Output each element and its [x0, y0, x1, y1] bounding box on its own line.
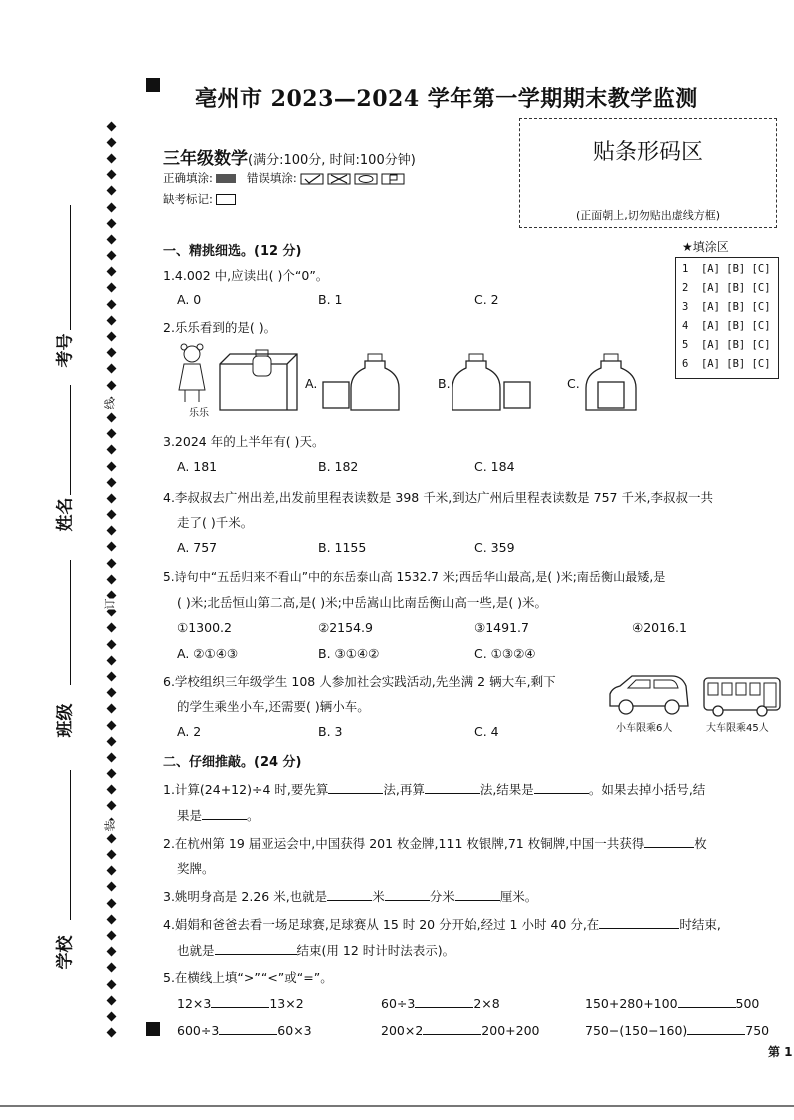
compare-left: 200×2 — [381, 1023, 424, 1038]
binding-diamond — [106, 477, 116, 487]
q2-4-line1 — [163, 915, 721, 933]
fill-row-number: 1 — [682, 263, 689, 275]
q2-2-line2: 奖牌。 — [177, 861, 215, 876]
q1-5-option-c: C. ①③②④ — [474, 646, 536, 661]
binding-diamond — [106, 898, 116, 908]
q2-5-compare-2 — [381, 995, 500, 1011]
q1-3-text: 3.2024 年的上半年有( )天。 — [163, 434, 325, 449]
compare-blank[interactable] — [687, 1022, 745, 1035]
q2-2-line1 — [163, 834, 707, 852]
barcode-note: (正面朝上,切勿贴出虚线方框) — [575, 209, 721, 222]
cut-label-line: 线 — [103, 398, 117, 410]
barcode-area[interactable] — [519, 118, 777, 228]
q1-3-option-c: C. 184 — [474, 459, 515, 474]
fill-row-options[interactable]: [A] [B] [C] — [700, 339, 771, 351]
fill-row-options[interactable]: [A] [B] [C] — [700, 282, 771, 294]
q1-4-option-a: A. 757 — [177, 540, 218, 555]
binding-diamond — [106, 315, 116, 325]
correct-fill-label: 正确填涂: — [163, 171, 213, 185]
binding-diamond — [106, 526, 116, 536]
fill-instructions — [163, 170, 410, 186]
binding-diamond — [106, 914, 116, 924]
compare-right: 60×3 — [277, 1023, 312, 1038]
binding-diamond — [106, 801, 116, 811]
absent-mark-box[interactable] — [216, 194, 236, 205]
binding-diamond — [106, 769, 116, 779]
q2-4-part2: 时结束, — [679, 917, 721, 932]
q1-5-value-1: ①1300.2 — [177, 620, 232, 635]
binding-diamond — [106, 493, 116, 503]
q2-1-blank3[interactable] — [534, 781, 589, 794]
q2-1-blank2[interactable] — [425, 781, 480, 794]
q1-1-option-b: B. 1 — [318, 292, 343, 307]
q1-5-line2: ( )米;北岳恒山第二高,是( )米;中岳嵩山比南岳衡山高一些,是( )米。 — [177, 595, 548, 610]
bottom-rule — [0, 1105, 794, 1107]
bus-caption: 大车限乘45人 — [706, 723, 769, 734]
compare-blank[interactable] — [211, 995, 269, 1008]
binding-diamond — [106, 137, 116, 147]
cut-label-install: 装 — [103, 820, 117, 832]
car-caption: 小车限乘6人 — [616, 723, 673, 734]
binding-diamond — [106, 299, 116, 309]
q2-1-blank4[interactable] — [202, 807, 247, 820]
binding-diamond — [106, 1028, 116, 1038]
binding-diamond — [106, 121, 116, 131]
fill-row[interactable] — [682, 279, 772, 298]
binding-diamond — [106, 720, 116, 730]
compare-blank[interactable] — [423, 1022, 481, 1035]
q2-4-line2 — [177, 941, 455, 959]
q2-3-blank3[interactable] — [455, 888, 500, 901]
q1-5-value-3: ③1491.7 — [474, 620, 529, 635]
q1-1-text: 1.4.002 中,应读出( )个“0”。 — [163, 268, 329, 283]
compare-left: 60÷3 — [381, 996, 416, 1011]
fill-row[interactable] — [682, 336, 772, 355]
car-figure — [606, 672, 692, 718]
bus-figure — [702, 676, 782, 718]
compare-right: 750 — [745, 1023, 770, 1038]
q2-1-part3: 法,结果是 — [479, 782, 534, 797]
binding-diamond — [106, 574, 116, 584]
q1-2-option-b: B. — [438, 376, 451, 391]
subject-info: (满分:100分, 时间:100分钟) — [248, 153, 416, 168]
cut-label-bind: 订 — [103, 598, 117, 610]
compare-right: 2×8 — [473, 996, 500, 1011]
q2-3-part3: 分米 — [429, 889, 455, 904]
q2-1-line2 — [177, 806, 260, 824]
fill-row-options[interactable]: [A] [B] [C] — [700, 358, 771, 370]
q2-4-blank2[interactable] — [215, 942, 297, 955]
binding-diamond — [106, 882, 116, 892]
q1-4-line2: 走了( )千米。 — [177, 515, 254, 530]
binding-diamond — [106, 736, 116, 746]
fill-area-title: ★填涂区 — [682, 240, 729, 254]
compare-right: 200+200 — [481, 1023, 540, 1038]
binding-diamond — [106, 364, 116, 374]
compare-right: 500 — [735, 996, 760, 1011]
binding-diamond — [106, 785, 116, 795]
compare-blank[interactable] — [678, 995, 736, 1008]
q2-1-line1 — [163, 780, 705, 798]
q2-5-compare-4 — [177, 1022, 312, 1038]
name-line — [70, 385, 71, 495]
binding-diamond — [106, 380, 116, 390]
compare-left: 150+280+100 — [585, 996, 678, 1011]
binding-diamond — [106, 850, 116, 860]
top-left-corner-marker — [146, 78, 160, 92]
q1-2-option-a: A. — [305, 376, 318, 391]
binding-diamond — [106, 202, 116, 212]
binding-diamond — [106, 445, 116, 455]
compare-blank[interactable] — [219, 1022, 277, 1035]
q1-1-option-c: C. 2 — [474, 292, 499, 307]
correct-fill-sample — [216, 174, 236, 183]
q2-5-compare-1 — [177, 995, 304, 1011]
binding-diamond — [106, 672, 116, 682]
q2-4-part4: 结束(用 12 时计时法表示)。 — [296, 943, 456, 958]
binding-diamond — [106, 186, 116, 196]
q2-5-compare-6 — [585, 1022, 769, 1038]
q2-1-part1: 1.计算(24+12)÷4 时,要先算 — [163, 782, 329, 797]
option-c-figure — [584, 352, 644, 412]
fill-row-number: 6 — [682, 358, 689, 370]
binding-diamond — [106, 251, 116, 261]
exam-title: 亳州市 2023—2024 学年第一学期期末教学监测 — [195, 86, 698, 112]
fill-row-number: 4 — [682, 320, 689, 332]
section2-title: 二、仔细推敲。(24 分) — [163, 755, 302, 770]
option-a-figure — [321, 352, 401, 412]
binding-diamond — [106, 995, 116, 1005]
binding-diamond — [106, 234, 116, 244]
binding-diamond — [106, 866, 116, 876]
option-b-figure — [452, 352, 532, 412]
q1-6-option-a: A. 2 — [177, 724, 202, 739]
wrong-fill-label: 错误填涂: — [246, 171, 297, 185]
q2-3-blank1[interactable] — [327, 888, 372, 901]
name-label: 姓名 — [55, 497, 76, 532]
school-label: 学校 — [55, 935, 76, 970]
q1-4-line1: 4.李叔叔去广州出差,出发前里程表读数是 398 千米,到达广州后里程表读数是 757 千米,李叔叔一共 — [163, 490, 713, 505]
school-line — [70, 770, 71, 920]
binding-diamond — [106, 154, 116, 164]
q1-5-option-a: A. ②①④③ — [177, 646, 239, 661]
q2-2-part1: 2.在杭州第 19 届亚运会中,中国获得 201 枚金牌,111 枚银牌,71 枚铜牌,中国一共获得 — [163, 836, 645, 851]
q1-5-value-4: ④2016.1 — [632, 620, 687, 635]
q2-2-blank1[interactable] — [644, 835, 694, 848]
q2-2-part2: 枚 — [694, 836, 707, 851]
q2-5-compare-3 — [585, 995, 759, 1011]
binding-diamond — [106, 947, 116, 957]
binding-diamond — [106, 752, 116, 762]
fill-row-options[interactable]: [A] [B] [C] — [700, 263, 771, 275]
binding-diamond — [106, 833, 116, 843]
q1-4-option-c: C. 359 — [474, 540, 515, 555]
binding-diamond — [106, 413, 116, 423]
page-number: 第 1 — [768, 1045, 793, 1059]
q2-1-part2: 法,再算 — [383, 782, 425, 797]
binding-diamond — [106, 348, 116, 358]
q1-6-line2: 的学生乘坐小车,还需要( )辆小车。 — [177, 699, 370, 714]
binding-diamond — [106, 688, 116, 698]
q2-3-part1: 3.姚明身高是 2.26 米,也就是 — [163, 889, 328, 904]
q2-3-line — [163, 887, 537, 905]
compare-left: 12×3 — [177, 996, 212, 1011]
fill-row-number: 2 — [682, 282, 689, 294]
binding-diamond — [106, 704, 116, 714]
q1-3-option-a: A. 181 — [177, 459, 218, 474]
compare-left: 600÷3 — [177, 1023, 220, 1038]
binding-diamond — [106, 170, 116, 180]
binding-diamond — [106, 218, 116, 228]
fill-row-number: 5 — [682, 339, 689, 351]
binding-diamond — [106, 931, 116, 941]
binding-diamond — [106, 1011, 116, 1021]
q2-4-blank1[interactable] — [599, 916, 679, 929]
q1-6-option-c: C. 4 — [474, 724, 499, 739]
q1-6-line1: 6.学校组织三年级学生 108 人参加社会实践活动,先坐满 2 辆大车,剩下 — [163, 674, 556, 689]
binding-diamond — [106, 623, 116, 633]
compare-right: 13×2 — [269, 996, 304, 1011]
q2-1-part4: 。如果去掉小括号,结 — [588, 782, 706, 797]
binding-diamond — [106, 332, 116, 342]
binding-diamond — [106, 429, 116, 439]
fill-row[interactable] — [682, 260, 772, 279]
binding-diamond — [106, 510, 116, 520]
fill-row[interactable] — [682, 355, 772, 374]
section1-title: 一、精挑细选。(12 分) — [163, 244, 302, 259]
q1-2-option-c: C. — [567, 376, 580, 391]
absent-mark-row — [163, 191, 236, 207]
binding-diamond — [106, 558, 116, 568]
q1-1-option-a: A. 0 — [177, 292, 202, 307]
q1-5-line1: 5.诗句中“五岳归来不看山”中的东岳泰山高 1532.7 米;西岳华山最高,是( )米;南岳衡山最矮,是 — [163, 570, 666, 584]
bottom-left-corner-marker — [146, 1022, 160, 1036]
binding-diamond — [106, 283, 116, 293]
q2-1-part5: 果是 — [177, 808, 203, 823]
fill-row-options[interactable]: [A] [B] [C] — [700, 320, 771, 332]
binding-diamond — [106, 655, 116, 665]
q2-5-text: 5.在横线上填“>”“<”或“=”。 — [163, 970, 333, 985]
q1-2-text: 2.乐乐看到的是( )。 — [163, 320, 277, 335]
binding-diamond — [106, 542, 116, 552]
q2-3-part2: 米 — [372, 889, 385, 904]
binding-diamond — [106, 963, 116, 973]
q2-1-blank1[interactable] — [328, 781, 383, 794]
binding-diamond — [106, 461, 116, 471]
binding-line — [104, 118, 118, 1058]
q1-6-option-b: B. 3 — [318, 724, 343, 739]
compare-left: 750−(150−160) — [585, 1023, 688, 1038]
q1-5-option-b: B. ③①④② — [318, 646, 380, 661]
q2-3-blank2[interactable] — [385, 888, 430, 901]
binding-diamond — [106, 639, 116, 649]
class-label: 班级 — [55, 703, 76, 738]
girl-caption: 乐乐 — [189, 408, 209, 419]
absent-mark-label: 缺考标记: — [163, 192, 213, 206]
q2-5-compare-5 — [381, 1022, 540, 1038]
wrong-fill-samples-icon — [300, 173, 410, 185]
subject-name: 三年级数学 — [163, 149, 248, 169]
binding-diamond — [106, 267, 116, 277]
q1-4-option-b: B. 1155 — [318, 540, 367, 555]
fill-row-number: 3 — [682, 301, 689, 313]
q2-4-part3: 也就是 — [177, 943, 215, 958]
exam-no-line — [70, 205, 71, 330]
q1-3-option-b: B. 182 — [318, 459, 359, 474]
q1-5-value-2: ②2154.9 — [318, 620, 373, 635]
fill-row[interactable] — [682, 317, 772, 336]
q2-3-part4: 厘米。 — [499, 889, 538, 904]
answer-fill-area — [675, 257, 779, 379]
q2-4-part1: 4.娟娟和爸爸去看一场足球赛,足球赛从 15 时 20 分开始,经过 1 小时 40 分,在 — [163, 917, 600, 932]
fill-row-options[interactable]: [A] [B] [C] — [700, 301, 771, 313]
binding-diamond — [106, 979, 116, 989]
exam-no-label: 考号 — [55, 333, 76, 368]
q2-1-part6: 。 — [247, 808, 260, 823]
compare-blank[interactable] — [415, 995, 473, 1008]
fill-row[interactable] — [682, 298, 772, 317]
subject-header — [163, 144, 416, 169]
class-line — [70, 560, 71, 685]
barcode-title: 贴条形码区 — [592, 140, 703, 165]
